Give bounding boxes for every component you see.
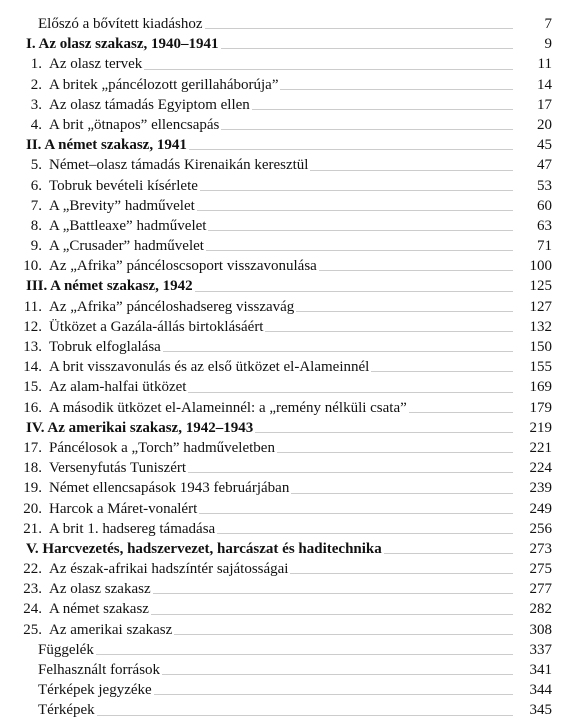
toc-chapter-entry bbox=[0, 317, 576, 337]
entry-title: Az alam-halfai ütközet bbox=[49, 379, 187, 396]
chapter-number: 23. bbox=[23, 581, 42, 598]
dot-leader bbox=[384, 553, 513, 554]
toc-chapter-entry bbox=[0, 54, 576, 74]
entry-title: I. Az olasz szakasz, 1940–1941 bbox=[26, 36, 219, 53]
entry-title: Az „Afrika” páncéloshadsereg visszavág bbox=[49, 298, 295, 315]
page-number: 249 bbox=[529, 500, 552, 517]
chapter-number: 2. bbox=[30, 76, 42, 93]
page-number: 277 bbox=[529, 581, 552, 598]
entry-title: III. A német szakasz, 1942 bbox=[26, 278, 193, 295]
page-number: 219 bbox=[529, 419, 552, 436]
dot-leader bbox=[163, 351, 513, 352]
entry-title: A brit visszavonulás és az első ütközet el-Alameinnél bbox=[49, 359, 370, 376]
toc-chapter-entry bbox=[0, 297, 576, 317]
chapter-number: 6. bbox=[30, 177, 42, 194]
chapter-number: 11. bbox=[23, 298, 42, 315]
page-number: 14 bbox=[537, 76, 552, 93]
table-of-contents bbox=[0, 14, 576, 721]
page-number: 169 bbox=[529, 379, 552, 396]
entry-title: A „Brevity” hadművelet bbox=[49, 197, 195, 214]
page-number: 11 bbox=[537, 56, 552, 73]
entry-title: Német ellencsapások 1943 februárjában bbox=[49, 480, 290, 497]
dot-leader bbox=[217, 533, 513, 534]
page-number: 344 bbox=[529, 682, 552, 699]
toc-entry bbox=[0, 680, 576, 700]
dot-leader bbox=[188, 392, 513, 393]
toc-chapter-entry bbox=[0, 559, 576, 579]
page-number: 308 bbox=[529, 621, 552, 638]
toc-chapter-entry bbox=[0, 478, 576, 498]
dot-leader bbox=[206, 250, 513, 251]
chapter-number: 5. bbox=[30, 157, 42, 174]
chapter-number: 20. bbox=[23, 500, 42, 517]
entry-title: Előszó a bővített kiadáshoz bbox=[38, 16, 203, 32]
entry-title: Az „Afrika” páncéloscsoport visszavonulása bbox=[49, 258, 317, 275]
page-number: 9 bbox=[544, 36, 552, 53]
dot-leader bbox=[162, 674, 513, 675]
chapter-number: 16. bbox=[23, 399, 42, 416]
chapter-number: 10. bbox=[23, 258, 42, 275]
toc-chapter-entry bbox=[0, 256, 576, 276]
page-number: 224 bbox=[529, 460, 552, 477]
toc-chapter-entry bbox=[0, 398, 576, 418]
toc-chapter-entry bbox=[0, 75, 576, 95]
page-number: 155 bbox=[529, 359, 552, 376]
entry-title: Páncélosok a „Torch” hadműveletben bbox=[49, 439, 275, 456]
page-number: 273 bbox=[529, 540, 552, 557]
chapter-number: 13. bbox=[23, 339, 42, 355]
toc-chapter-entry bbox=[0, 155, 576, 175]
entry-title: Német–olasz támadás Kirenaikán keresztül bbox=[49, 157, 309, 174]
toc-chapter-entry bbox=[0, 115, 576, 135]
page-number: 47 bbox=[537, 157, 552, 174]
dot-leader bbox=[197, 210, 513, 211]
toc-part-heading bbox=[0, 276, 576, 296]
entry-title: A brit „ötnapos” ellencsapás bbox=[49, 116, 220, 133]
toc-chapter-entry bbox=[0, 357, 576, 377]
page-number: 239 bbox=[529, 480, 552, 497]
dot-leader bbox=[144, 69, 513, 70]
entry-title: Az olasz támadás Egyiptom ellen bbox=[49, 96, 250, 113]
toc-entry bbox=[0, 14, 576, 34]
toc-entry bbox=[0, 640, 576, 660]
toc-chapter-entry bbox=[0, 377, 576, 397]
page-number: 53 bbox=[537, 177, 552, 194]
toc-chapter-entry bbox=[0, 236, 576, 256]
dot-leader bbox=[221, 129, 513, 130]
dot-leader bbox=[205, 28, 513, 29]
entry-title: Az olasz szakasz bbox=[49, 581, 151, 598]
dot-leader bbox=[96, 654, 513, 655]
toc-chapter-entry bbox=[0, 599, 576, 619]
dot-leader bbox=[189, 149, 513, 150]
toc-chapter-entry bbox=[0, 458, 576, 478]
page-number: 132 bbox=[529, 318, 552, 335]
toc-entry bbox=[0, 700, 576, 720]
page-number: 100 bbox=[529, 258, 552, 275]
entry-title: Az olasz tervek bbox=[49, 56, 143, 73]
dot-leader bbox=[277, 452, 513, 453]
dot-leader bbox=[280, 89, 513, 90]
dot-leader bbox=[151, 614, 513, 615]
entry-title: Az amerikai szakasz bbox=[49, 621, 173, 638]
dot-leader bbox=[265, 331, 513, 332]
toc-part-heading bbox=[0, 418, 576, 438]
toc-part-heading bbox=[0, 135, 576, 155]
page-number: 341 bbox=[529, 662, 552, 678]
entry-title: Függelék bbox=[38, 641, 94, 658]
toc-chapter-entry bbox=[0, 519, 576, 539]
entry-title: A második ütközet el-Alameinnél: a „remény nélküli csata” bbox=[49, 399, 407, 416]
page-number: 63 bbox=[537, 217, 552, 234]
chapter-number: 18. bbox=[23, 460, 42, 477]
chapter-number: 12. bbox=[23, 318, 42, 335]
toc-chapter-entry bbox=[0, 95, 576, 115]
chapter-number: 9. bbox=[30, 238, 42, 255]
page-number: 60 bbox=[537, 197, 552, 214]
chapter-number: 22. bbox=[23, 561, 42, 578]
entry-title: Tobruk bevételi kísérlete bbox=[49, 177, 198, 194]
entry-title: Harcok a Máret-vonalért bbox=[49, 500, 198, 517]
entry-title: V. Harcvezetés, hadszervezet, harcászat és haditechnika bbox=[26, 540, 382, 557]
entry-title: A „Battleaxe” hadművelet bbox=[49, 217, 207, 234]
dot-leader bbox=[319, 270, 513, 271]
page-number: 256 bbox=[529, 520, 552, 537]
toc-chapter-entry bbox=[0, 579, 576, 599]
chapter-number: 15. bbox=[23, 379, 42, 396]
chapter-number: 17. bbox=[23, 439, 42, 456]
dot-leader bbox=[208, 230, 513, 231]
entry-title: Ütközet a Gazála-állás birtoklásáért bbox=[49, 318, 264, 335]
entry-title: II. A német szakasz, 1941 bbox=[26, 137, 187, 154]
chapter-number: 8. bbox=[30, 217, 42, 234]
page-number: 127 bbox=[529, 298, 552, 315]
dot-leader bbox=[188, 472, 513, 473]
dot-leader bbox=[153, 593, 513, 594]
page-number: 125 bbox=[529, 278, 552, 295]
chapter-number: 3. bbox=[30, 96, 42, 113]
chapter-number: 21. bbox=[23, 520, 42, 537]
entry-title: IV. Az amerikai szakasz, 1942–1943 bbox=[26, 419, 254, 436]
entry-title: Felhasznált források bbox=[38, 662, 161, 678]
dot-leader bbox=[252, 109, 513, 110]
page-number: 179 bbox=[529, 399, 552, 416]
dot-leader bbox=[199, 513, 513, 514]
toc-chapter-entry bbox=[0, 176, 576, 196]
chapter-number: 19. bbox=[23, 480, 42, 497]
entry-title: A britek „páncélozott gerillaháborúja” bbox=[49, 76, 279, 93]
toc-chapter-entry bbox=[0, 438, 576, 458]
dot-leader bbox=[371, 371, 513, 372]
toc-part-heading bbox=[0, 539, 576, 559]
page-number: 275 bbox=[529, 561, 552, 578]
page-number: 282 bbox=[529, 601, 552, 618]
dot-leader bbox=[221, 48, 514, 49]
entry-title: Térképek jegyzéke bbox=[38, 682, 152, 699]
page-number: 45 bbox=[537, 137, 552, 154]
dot-leader bbox=[200, 190, 513, 191]
dot-leader bbox=[195, 291, 513, 292]
toc-chapter-entry bbox=[0, 196, 576, 216]
toc-chapter-entry bbox=[0, 620, 576, 640]
entry-title: A német szakasz bbox=[49, 601, 149, 618]
chapter-number: 14. bbox=[23, 359, 42, 376]
dot-leader bbox=[310, 170, 513, 171]
page-number: 150 bbox=[529, 339, 552, 355]
entry-title: Térképek bbox=[38, 702, 95, 719]
entry-title: A „Crusader” hadművelet bbox=[49, 238, 204, 255]
entry-title: Tobruk elfoglalása bbox=[49, 339, 161, 355]
page-number: 17 bbox=[537, 96, 552, 113]
dot-leader bbox=[409, 412, 513, 413]
toc-chapter-entry bbox=[0, 337, 576, 357]
dot-leader bbox=[296, 311, 513, 312]
dot-leader bbox=[291, 493, 513, 494]
page-number: 337 bbox=[529, 641, 552, 658]
chapter-number: 25. bbox=[23, 621, 42, 638]
entry-title: A brit 1. hadsereg támadása bbox=[49, 520, 216, 537]
dot-leader bbox=[154, 694, 513, 695]
toc-entry bbox=[0, 660, 576, 680]
toc-part-heading bbox=[0, 34, 576, 54]
toc-chapter-entry bbox=[0, 499, 576, 519]
page-number: 7 bbox=[544, 16, 552, 32]
dot-leader bbox=[174, 634, 513, 635]
dot-leader bbox=[290, 573, 513, 574]
toc-chapter-entry bbox=[0, 216, 576, 236]
dot-leader bbox=[255, 432, 513, 433]
entry-title: Az észak-afrikai hadszíntér sajátosságai bbox=[49, 561, 289, 578]
chapter-number: 7. bbox=[30, 197, 42, 214]
page-number: 221 bbox=[529, 439, 552, 456]
page-number: 71 bbox=[537, 238, 552, 255]
dot-leader bbox=[97, 715, 513, 716]
chapter-number: 1. bbox=[30, 56, 42, 73]
chapter-number: 24. bbox=[23, 601, 42, 618]
entry-title: Versenyfutás Tuniszért bbox=[49, 460, 187, 477]
page-number: 20 bbox=[537, 116, 552, 133]
page-number: 345 bbox=[529, 702, 552, 719]
chapter-number: 4. bbox=[30, 116, 42, 133]
